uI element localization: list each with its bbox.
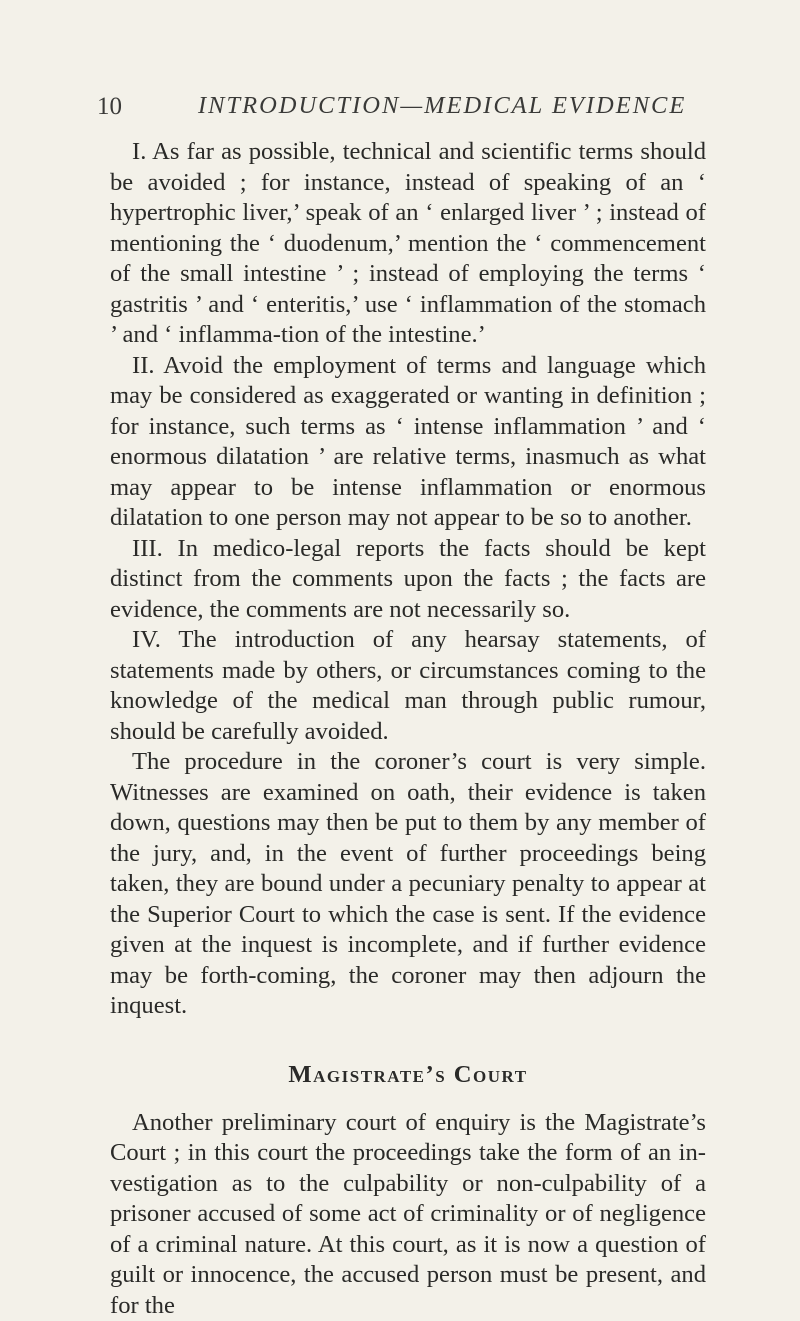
running-title: INTRODUCTION—MEDICAL EVIDENCE	[198, 92, 686, 120]
paragraph-rule-2: II. Avoid the employment of terms and language which may be considered as exaggerated or wanting in definition ; for instance, such terms as ‘ intense inflammation ’ and ‘ enormous dilatation ’ are relative terms, inasmuch as what may appear to be intense inflammation or enormous dilatation to one person may not appear to be so to another.	[110, 351, 706, 534]
paragraph-coroner-procedure: The procedure in the coroner’s court is very simple. Witnesses are examined on oath, their evidence is taken down, questions may then be put to them by any member of the jury, and, in the event of further proceedings being taken, they are bound under a pecuniary penalty to appear at the Superior Court to which the case is sent. If the evidence given at the inquest is incomplete, and if further evidence may be forth-coming, the coroner may then adjourn the inquest.	[110, 747, 706, 1022]
section-heading: Magistrate’s Court	[110, 1060, 706, 1090]
paragraph-rule-3: III. In medico-legal reports the facts should be kept distinct from the comments upon the facts ; the facts are evidence, the comments are not necessarily so.	[110, 534, 706, 626]
paragraph-rule-4: IV. The introduction of any hearsay statements, of statements made by others, or circumstances coming to the knowledge of the medical man through public rumour, should be carefully avoided.	[110, 625, 706, 747]
body-text	[110, 137, 706, 1321]
paragraph-magistrate-court: Another preliminary court of enquiry is the Magistrate’s Court ; in this court the proceedings take the form of an in-vestigation as to the culpability or non-culpability of a prisoner accused of some act of criminality or of negligence of a criminal nature. At this court, as it is now a question of guilt or innocence, the accused person must be present, and for the	[110, 1108, 706, 1321]
paragraph-rule-1: I. As far as possible, technical and scientific terms should be avoided ; for instance, instead of speaking of an ‘ hypertrophic liver,’ speak of an ‘ enlarged liver ’ ; instead of mentioning the ‘ duodenum,’ mention the ‘ commencement of the small intestine ’ ; instead of employing the terms ‘ gastritis ’ and ‘ enteritis,’ use ‘ inflammation of the stomach ’ and ‘ inflamma-tion of the intestine.’	[110, 137, 706, 351]
page-number: 10	[97, 93, 122, 121]
